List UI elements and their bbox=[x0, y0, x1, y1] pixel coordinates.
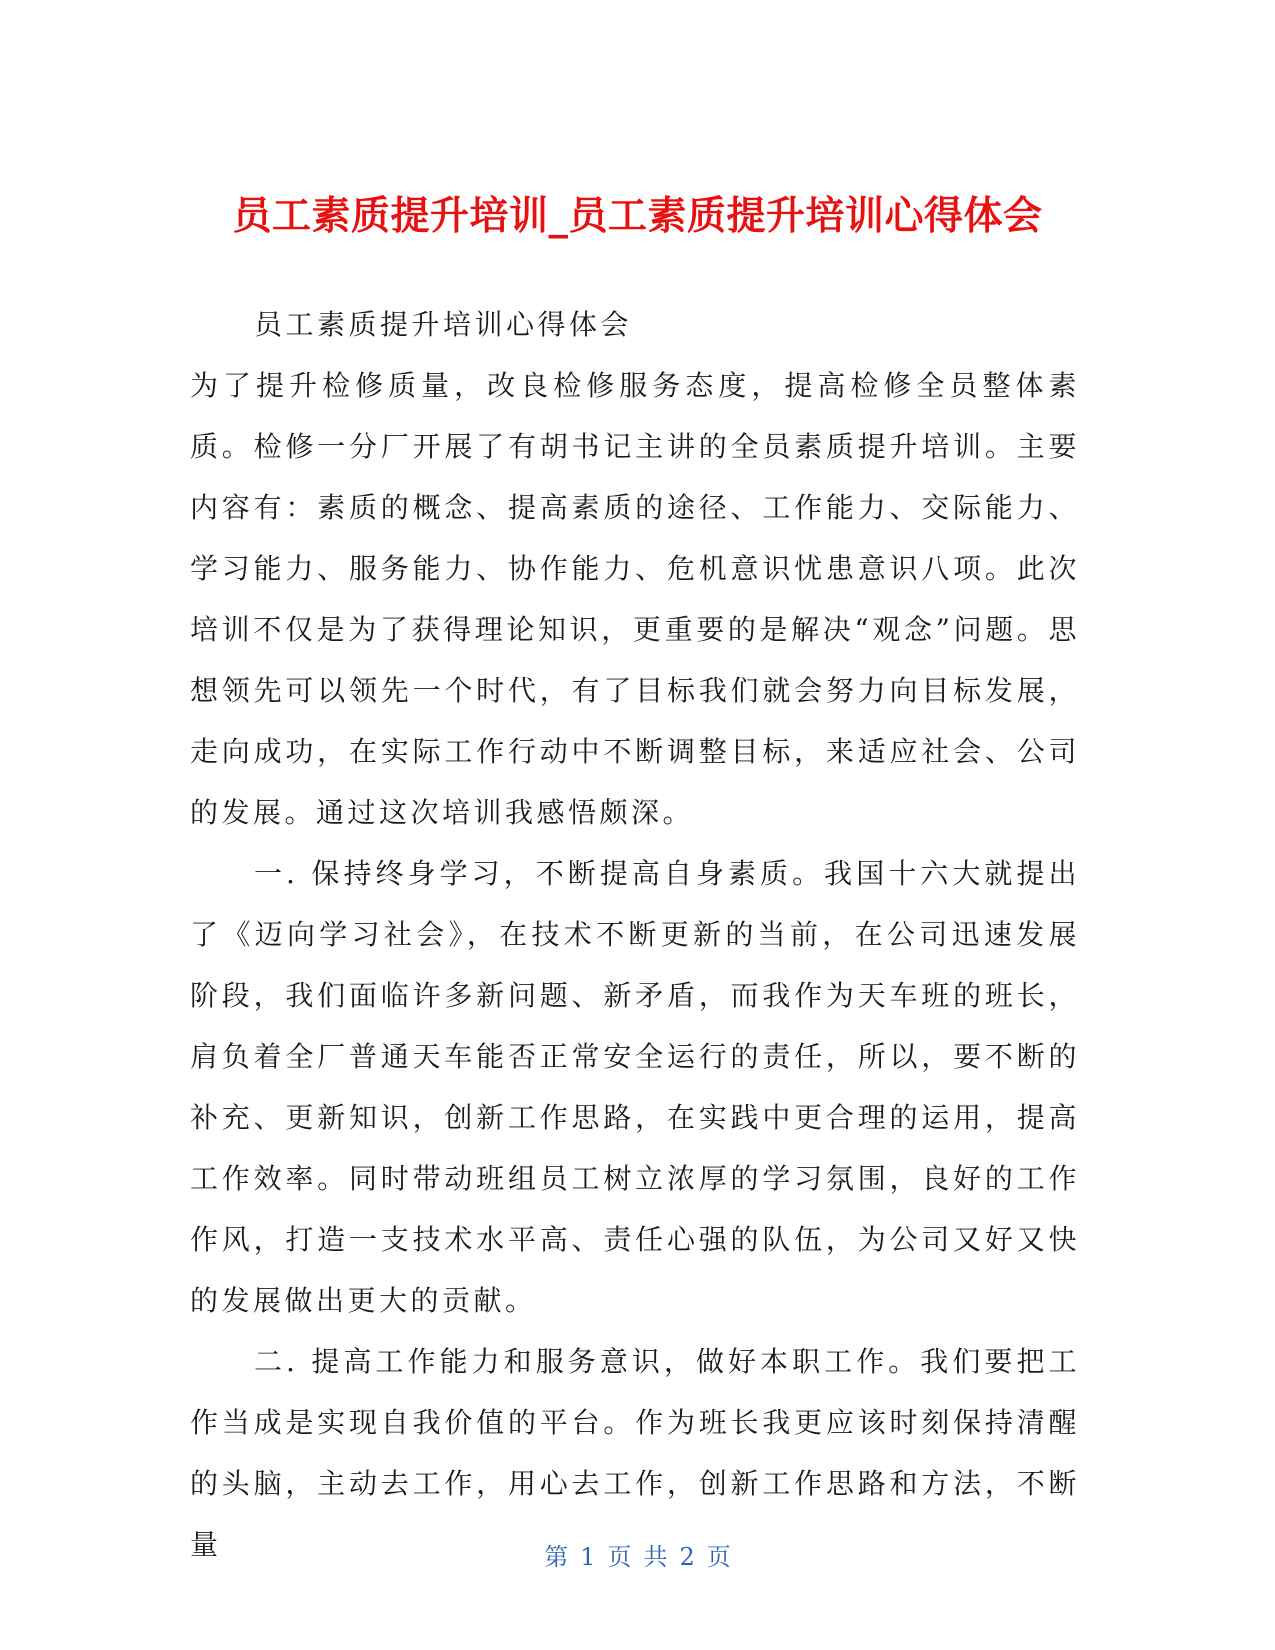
footer-page-prefix: 第 bbox=[544, 1543, 569, 1571]
document-body bbox=[190, 294, 1080, 1575]
page-number-footer bbox=[0, 1540, 1275, 1574]
paragraph-point-one: 一. 保持终身学习，不断提高自身素质。我国十六大就提出了《迈向学习社会》，在技术不断更新的当前，在公司迅速发展阶段，我们面临许多新问题、新矛盾，而我作为天车班的班长，肩负着全厂普通天车能否正常安全运行的责任，所以，要不断的补充、更新知识，创新工作思路，在实践中更合理的运用，提高工作效率。同时带动班组员工树立浓厚的学习氛围，良好的工作作风，打造一支技术水平高、责任心强的队伍，为公司又好又快的发展做出更大的贡献。 bbox=[190, 857, 1080, 1317]
document-subtitle: 员工素质提升培训心得体会 bbox=[254, 308, 633, 341]
paragraph-point-two: 二. 提高工作能力和服务意识，做好本职工作。我们要把工作当成是实现自我价值的平台。作为班长我更应该时刻保持清醒的头脑，主动去工作，用心去工作，创新工作思路和方法，不断量 bbox=[190, 1345, 1080, 1561]
footer-page-suffix: 页 bbox=[706, 1543, 731, 1571]
footer-total-prefix: 共 bbox=[643, 1543, 668, 1571]
footer-page-mid: 页 bbox=[607, 1543, 632, 1571]
footer-total-pages: 2 bbox=[679, 1543, 695, 1571]
document-title: 员工素质提升培训_员工素质提升培训心得体会 bbox=[232, 194, 1043, 240]
footer-current-page: 1 bbox=[580, 1543, 596, 1571]
paragraph-intro: 为了提升检修质量，改良检修服务态度，提高检修全员整体素质。检修一分厂开展了有胡书记主讲的全员素质提升培训。主要内容有：素质的概念、提高素质的途径、工作能力、交际能力、学习能力、服务能力、协作能力、危机意识忧患意识八项。此次培训不仅是为了获得理论知识，更重要的是解决“观念”问题。思想领先可以领先一个时代，有了目标我们就会努力向目标发展，走向成功，在实际工作行动中不断调整目标，来适应社会、公司的发展。通过这次培训我感悟颇深。 bbox=[190, 369, 1080, 829]
